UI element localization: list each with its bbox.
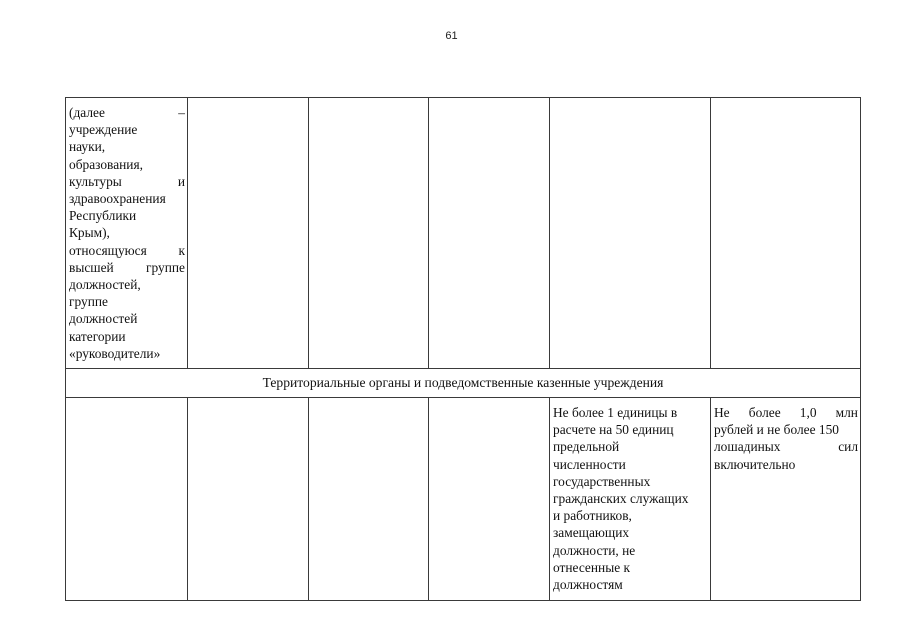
text-line: включительно: [714, 456, 796, 472]
column-divider-3: [428, 97, 429, 369]
text-line: численности: [553, 456, 626, 472]
column-divider-4-lower: [549, 397, 550, 601]
column-divider-1: [187, 97, 188, 369]
word: культуры: [69, 173, 122, 189]
text-line: государственных: [553, 473, 651, 489]
text-line: гражданских служащих: [553, 491, 689, 507]
column-divider-5: [710, 97, 711, 369]
row-divider-1: [65, 368, 861, 369]
text-line: должностей: [69, 311, 138, 327]
word: сил: [838, 439, 858, 455]
word: млн: [835, 405, 858, 420]
column-divider-1-lower: [187, 397, 188, 601]
text-line: [69, 242, 185, 259]
text-line: учреждение: [69, 122, 138, 138]
word: Не: [714, 405, 730, 420]
row-divider-2: [65, 397, 861, 398]
column-divider-3-lower: [428, 397, 429, 601]
text-line: Крым),: [69, 225, 110, 241]
text-line: рублей и не более 150: [714, 422, 839, 438]
text-line: расчете на 50 единиц: [553, 422, 674, 438]
text-line: [69, 173, 185, 190]
column-divider-2-lower: [308, 397, 309, 601]
text-line: здравоохранения: [69, 191, 166, 207]
position-description-cell: [69, 104, 185, 362]
text-line: [714, 438, 858, 455]
column-divider-4: [549, 97, 550, 369]
text-line: группе: [69, 294, 108, 310]
text-line: отнесенные к: [553, 559, 630, 575]
quantity-norm-cell: [553, 404, 708, 593]
text-line: Республики: [69, 208, 137, 224]
text-line: науки,: [69, 139, 106, 155]
text-line: [69, 104, 185, 121]
text-line: предельной: [553, 439, 620, 455]
text-line: должности, не: [553, 542, 636, 558]
text-line: «руководители»: [69, 345, 161, 361]
column-divider-5-lower: [710, 397, 711, 601]
table-border-bottom: [65, 600, 861, 601]
word: и: [177, 173, 185, 189]
text-line: образования,: [69, 156, 143, 172]
text-line: Не более 1 единицы в: [553, 405, 678, 420]
word: лошадиных: [714, 439, 781, 455]
word: более: [748, 405, 781, 420]
word: (далее: [69, 105, 105, 120]
table-border-top: [65, 97, 861, 98]
text-line: должностей,: [69, 277, 141, 293]
word: к: [178, 242, 185, 258]
table-border-right: [860, 97, 861, 601]
word: 1,0: [799, 405, 817, 420]
text-line: категории: [69, 328, 126, 344]
price-norm-cell: [714, 404, 858, 473]
page-number: 61: [445, 30, 458, 42]
word: группе: [146, 259, 185, 275]
text-line: замещающих: [553, 525, 630, 541]
text-line: [714, 404, 858, 421]
column-divider-2: [308, 97, 309, 369]
table-border-left: [65, 97, 66, 601]
requirements-table: [65, 97, 861, 601]
text-line: и работников,: [553, 508, 632, 524]
word: высшей: [69, 259, 114, 275]
section-header: Территориальные органы и подведомственные казенные учреждения: [262, 375, 664, 390]
text-line: должностям: [553, 577, 623, 593]
text-line: [69, 259, 185, 276]
word: –: [178, 105, 185, 120]
word: относящуюся: [69, 242, 147, 258]
